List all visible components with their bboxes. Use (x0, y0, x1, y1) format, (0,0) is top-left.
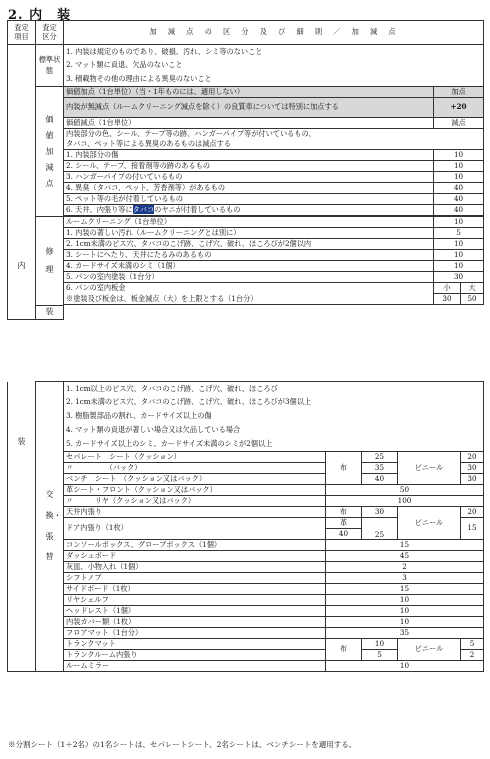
value-sub-item: 5. ペット等の毛が付着しているもの (64, 194, 434, 205)
value-sub-item-value: 10 (434, 150, 484, 161)
door-vinyl-value: 15 (461, 518, 484, 540)
repair-item-value: 10 (434, 250, 484, 261)
seat-cloth-value: 25 (362, 452, 398, 463)
repair-item: 1. 内装の著しい汚れ（ルームクリーニングとは別に） (64, 228, 434, 239)
trunk-room-lining: トランクルーム内張り (64, 650, 326, 661)
part-item-value: 15 (326, 540, 484, 551)
highlighted-text: タバコ (132, 204, 155, 214)
value-sub-item-value: 40 (434, 205, 484, 216)
value-sub-item: 2. シール、テープ、接着剤等の跡のあるもの (64, 161, 434, 172)
value-add-text: 内装が無減点（ルームクリーニング減点を除く）の良質車については特別に加点する (64, 98, 434, 118)
replace-item: 1. 1cm以上のピス穴、タバコのこげ跡、こげ穴、破れ、ほころび (64, 382, 484, 396)
room-mirror: ルームミラー (64, 661, 326, 672)
standard-item: 1. 内装は規定のものであり、破損、汚れ、シミ等のないこと (64, 45, 484, 59)
part-item: ヘッドレスト（1個） (64, 606, 326, 617)
repair-small-value: 30 (434, 294, 461, 305)
category-label-interior-2: 装 (36, 305, 64, 319)
trunk-mat-cloth-value: 10 (362, 639, 398, 650)
value-sub-text: 内装部分の色、シール、テープ等の跡、ハンガーパイプ等が付いているもの、 (64, 129, 484, 140)
vinyl-label: ビニール (398, 507, 461, 540)
value-sub-title: 価値減点（1台単位） (64, 118, 434, 129)
seat-vinyl-value: 30 (461, 463, 484, 474)
ceiling-cloth-value: 30 (362, 507, 398, 518)
value-sub-item-value: 40 (434, 183, 484, 194)
trunk-room-vinyl-value: 2 (461, 650, 484, 661)
seat-vinyl-value: 20 (461, 452, 484, 463)
leather-rear-value: 100 (326, 496, 484, 507)
category-label-interior-2: 装 (8, 382, 36, 672)
ceiling-vinyl-value: 20 (461, 507, 484, 518)
seat-separate-back: 〃 （バック） (64, 463, 326, 474)
repair-cleaning-value: 10 (434, 217, 484, 228)
seat-cloth-value: 35 (362, 463, 398, 474)
part-item-value: 45 (326, 551, 484, 562)
replace-section (7, 381, 484, 672)
part-item-value: 15 (326, 584, 484, 595)
cloth-label: 布 (326, 639, 362, 661)
value-sub-head: 減点 (434, 118, 484, 129)
vinyl-label: ビニール (398, 452, 461, 485)
repair-item: 2. 1cm未満のピス穴、タバコのこげ跡、こげ穴、破れ、ほころびが2個以内 (64, 239, 434, 250)
header-assessment-division: 査定 区分 (36, 21, 64, 45)
cloth-label: 布 (326, 452, 362, 485)
category-label-interior: 内 (8, 45, 36, 320)
value-sub-item: 6. 天井、内張り等にタバコのヤニが付着しているもの (64, 205, 434, 216)
trunk-room-cloth-value: 5 (362, 650, 398, 661)
part-item-value: 35 (326, 628, 484, 639)
seat-vinyl-value: 30 (461, 474, 484, 485)
value-sub-item-value: 40 (434, 194, 484, 205)
part-item: ダッシュボード (64, 551, 326, 562)
door-cloth-value: 25 (362, 518, 398, 540)
repair-item: 3. シートにへたり、天井にたるみのあるもの (64, 250, 434, 261)
vinyl-label: ビニール (398, 639, 461, 661)
replace-table (7, 381, 484, 672)
leather-rear: 〃 リヤ（クッション又はバック） (64, 496, 326, 507)
standard-item: 2. マット類に貢退、欠品のないこと (64, 59, 484, 73)
door-lining: ドア内張り（1枚） (64, 518, 326, 540)
repair-large-value: 50 (461, 294, 484, 305)
cloth-label: 布 (326, 507, 362, 518)
repair-large-head: 大 (461, 283, 484, 294)
door-leather-value: 40 (326, 529, 362, 540)
header-assessment-item: 査定 項目 (8, 21, 36, 45)
part-item: 灰皿、小物入れ（1個） (64, 562, 326, 573)
repair-label: 修理 (36, 217, 64, 306)
part-item: シフトノブ (64, 573, 326, 584)
repair-item: 5. パンの室内塗装（1台分） (64, 272, 434, 283)
repair-item-value: 5 (434, 228, 484, 239)
value-add-value: +20 (434, 98, 484, 118)
replace-item: 5. カードサイズ以上のシミ、カードサイズ未満のシミが2個以上 (64, 438, 484, 452)
leather-front-value: 50 (326, 485, 484, 496)
leather-front: 革シート・フロント（クッション又はバック） (64, 485, 326, 496)
value-sub-text: タバコ、ペット等による異臭のあるものは減点する (64, 139, 484, 150)
replace-item: 4. マット類の貢退が著しい場合又は欠品している場合 (64, 424, 484, 438)
part-item-value: 3 (326, 573, 484, 584)
leather-label: 革 (326, 518, 362, 529)
section-heading: 2. 内 装 (8, 8, 72, 23)
part-item: サイドボード（1枚） (64, 584, 326, 595)
part-item-value: 10 (326, 595, 484, 606)
value-sub-item: 1. 内装部分の傷 (64, 150, 434, 161)
header-criteria: 加 減 点 の 区 分 及 び 細 則 ／ 加 減 点 (64, 21, 484, 45)
repair-item: 4. カードサイズ未満のシミ（1個） (64, 261, 434, 272)
standard-item: 3. 積載物その他の理由による異臭のないこと (64, 73, 484, 87)
replace-label: 交換・張替 (36, 382, 64, 672)
room-mirror-value: 10 (326, 661, 484, 672)
footnote: ※分割シート（1＋2名）の1名シートは、セパレートシート、2名シートは、ベンチシートを適用する。 (8, 740, 357, 749)
repair-note: ※塗装及び板金は、板金減点（大）を上限とする（1台分） (64, 294, 434, 305)
repair-small-head: 小 (434, 283, 461, 294)
trunk-mat: トランクマット (64, 639, 326, 650)
value-add-head: 加点 (434, 87, 484, 98)
part-item-value: 10 (326, 606, 484, 617)
value-sub-item-value: 10 (434, 172, 484, 183)
deduction-table (7, 20, 484, 320)
repair-cleaning: ルームクリーニング（1台単位） (64, 217, 434, 228)
seat-bench: ベンチ シート （クッション又はバック） (64, 474, 326, 485)
replace-item: 2. 1cm未満のピス穴、タバコのこげ跡、こげ穴、破れ、ほころびが3個以上 (64, 396, 484, 410)
repair-item: 6. パンの室内板金 (64, 283, 434, 294)
repair-item-value: 10 (434, 261, 484, 272)
replace-item: 3. 樹脂製部品の割れ、カードサイズ以上の傷 (64, 410, 484, 424)
seat-separate-cushion: セパレート シート（クッション） (64, 452, 326, 463)
value-add-title: 価値加点（1台単位）（当・1年ものには、適用しない） (64, 87, 434, 98)
part-item: 内装カバー類（1枚） (64, 617, 326, 628)
part-item: フロアマット（1台分） (64, 628, 326, 639)
repair-item-value: 10 (434, 239, 484, 250)
part-item-value: 2 (326, 562, 484, 573)
value-sub-item: 4. 異臭（タバコ、ペット、芳香剤等）があるもの (64, 183, 434, 194)
value-label: 価値加減点 (36, 87, 64, 217)
value-sub-item-value: 10 (434, 161, 484, 172)
value-sub-item: 3. ハンガーパイプの付いているもの (64, 172, 434, 183)
part-item-value: 10 (326, 617, 484, 628)
standard-label: 標準状態 (36, 45, 64, 87)
seat-cloth-value: 40 (362, 474, 398, 485)
part-item: コンソールボックス、グローブボックス（1個） (64, 540, 326, 551)
interior-table (7, 20, 484, 320)
repair-item-value: 30 (434, 272, 484, 283)
part-item: リヤシェルフ (64, 595, 326, 606)
ceiling-lining: 天井内張り (64, 507, 326, 518)
trunk-mat-vinyl-value: 5 (461, 639, 484, 650)
